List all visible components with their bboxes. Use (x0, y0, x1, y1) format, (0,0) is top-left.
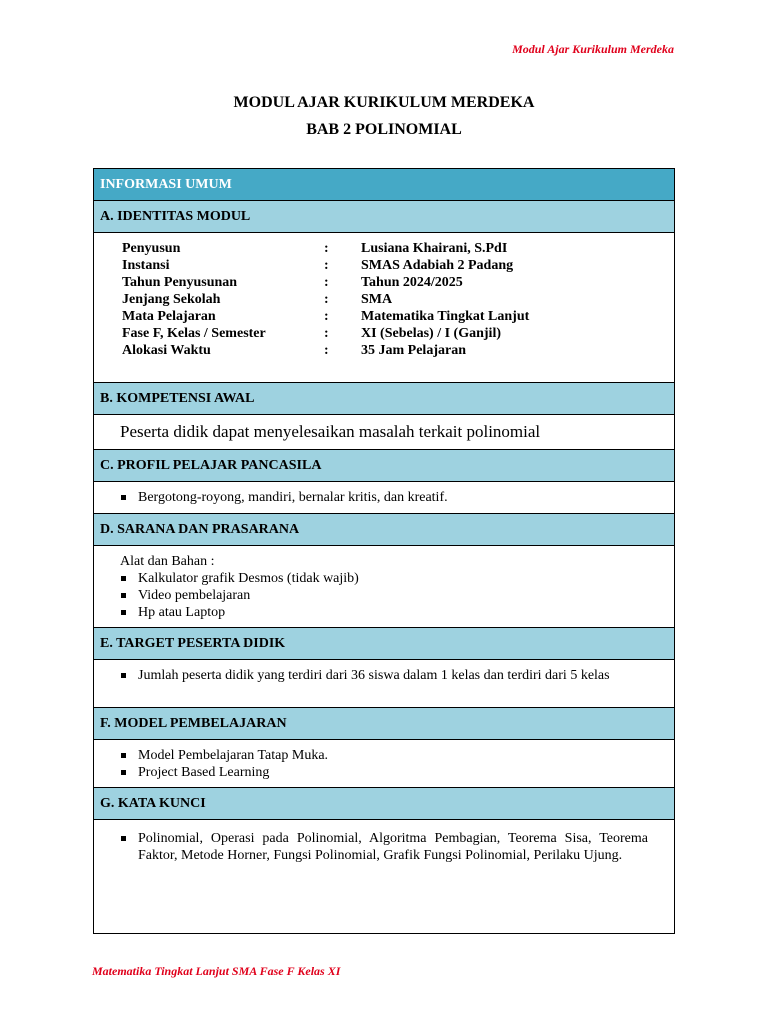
bullet-icon (121, 576, 126, 581)
list-item (119, 587, 648, 604)
module-info-table (93, 168, 675, 934)
list-item (119, 489, 648, 506)
list-item (119, 830, 648, 864)
identitas-row (122, 257, 529, 274)
document-title: MODUL AJAR KURIKULUM MERDEKA (233, 94, 535, 111)
identitas-row (122, 325, 529, 342)
identitas-value: Tahun 2024/2025 (361, 275, 463, 290)
identitas-key: Jenjang Sekolah (122, 292, 221, 307)
section-heading-identitas-modul: A. IDENTITAS MODUL (94, 201, 674, 233)
section-heading-sarana-prasarana: D. SARANA DAN PRASARANA (94, 514, 674, 546)
kata-kunci-list (119, 830, 648, 864)
identitas-row (122, 308, 529, 325)
identitas-colon: : (324, 292, 329, 307)
model-pembelajaran-list (119, 747, 648, 781)
identitas-colon: : (324, 241, 329, 256)
list-item (119, 667, 648, 684)
identitas-value: XI (Sebelas) / I (Ganjil) (361, 326, 501, 341)
profil-pelajar-body (94, 482, 674, 514)
identitas-colon: : (324, 275, 329, 290)
identitas-colon: : (324, 258, 329, 273)
identitas-key: Instansi (122, 258, 170, 273)
identitas-colon: : (324, 309, 329, 324)
identitas-colon: : (324, 343, 329, 358)
bullet-icon (121, 610, 126, 615)
identitas-key: Mata Pelajaran (122, 309, 216, 324)
section-heading-target-peserta: E. TARGET PESERTA DIDIK (94, 628, 674, 660)
section-heading-kata-kunci: G. KATA KUNCI (94, 788, 674, 820)
list-item-text: Video pembelajaran (138, 588, 251, 603)
identitas-colon: : (324, 326, 329, 341)
bullet-icon (121, 495, 126, 500)
running-header: Modul Ajar Kurikulum Merdeka (512, 42, 674, 56)
sarana-lead-text: Alat dan Bahan : (120, 554, 215, 569)
target-peserta-list (119, 667, 648, 684)
chapter-title: BAB 2 POLINOMIAL (306, 121, 462, 138)
target-peserta-body (94, 660, 674, 708)
profil-pelajar-list (119, 489, 648, 506)
bullet-icon (121, 753, 126, 758)
kompetensi-awal-body (94, 415, 674, 450)
list-item (119, 764, 648, 781)
sarana-list (119, 570, 648, 621)
list-item-text: Project Based Learning (138, 765, 270, 780)
identitas-value: Lusiana Khairani, S.PdI (361, 241, 508, 256)
identitas-key: Tahun Penyusunan (122, 275, 238, 290)
list-item (119, 747, 648, 764)
section-heading-model-pembelajaran: F. MODEL PEMBELAJARAN (94, 708, 674, 740)
section-heading-informasi-umum: INFORMASI UMUM (94, 169, 674, 201)
identitas-value: 35 Jam Pelajaran (361, 343, 466, 358)
list-item-text: Bergotong-royong, mandiri, bernalar kritis, dan kreatif. (138, 490, 448, 505)
identitas-row (122, 291, 529, 308)
list-item (119, 604, 648, 621)
bullet-icon (121, 770, 126, 775)
identitas-modul-body (94, 233, 674, 383)
list-item-text: Kalkulator grafik Desmos (tidak wajib) (138, 571, 359, 586)
model-pembelajaran-body (94, 740, 674, 788)
sarana-prasarana-body (94, 546, 674, 628)
list-item (119, 570, 648, 587)
list-item-text: Jumlah peserta didik yang terdiri dari 36 siswa dalam 1 kelas dan terdiri dari 5 kelas (138, 668, 610, 683)
identitas-value: SMAS Adabiah 2 Padang (361, 258, 514, 273)
running-footer: Matematika Tingkat Lanjut SMA Fase F Kelas XI (92, 964, 341, 978)
bullet-icon (121, 673, 126, 678)
kompetensi-awal-text: Peserta didik dapat menyelesaikan masalah terkait polinomial (120, 422, 541, 441)
section-heading-profil-pelajar: C. PROFIL PELAJAR PANCASILA (94, 450, 674, 482)
identitas-row (122, 342, 529, 359)
identitas-key: Alokasi Waktu (122, 343, 211, 358)
section-heading-kompetensi-awal: B. KOMPETENSI AWAL (94, 383, 674, 415)
identitas-value: Matematika Tingkat Lanjut (361, 309, 530, 324)
bullet-icon (121, 593, 126, 598)
identitas-value: SMA (361, 292, 393, 307)
identitas-key: Fase F, Kelas / Semester (122, 326, 266, 341)
identitas-list (122, 240, 529, 359)
identitas-key: Penyusun (122, 241, 181, 256)
kata-kunci-body (94, 820, 674, 933)
list-item-text: Hp atau Laptop (138, 605, 226, 620)
identitas-row (122, 240, 529, 257)
list-item-text: Polinomial, Operasi pada Polinomial, Algoritma Pembagian, Teorema Sisa, Teorema Faktor, Metode Horner, Fungsi Polinomial, Grafik Fungsi Polinomial, Perilaku Ujung. (138, 831, 648, 863)
identitas-row (122, 274, 529, 291)
list-item-text: Model Pembelajaran Tatap Muka. (138, 748, 329, 763)
bullet-icon (121, 836, 126, 841)
